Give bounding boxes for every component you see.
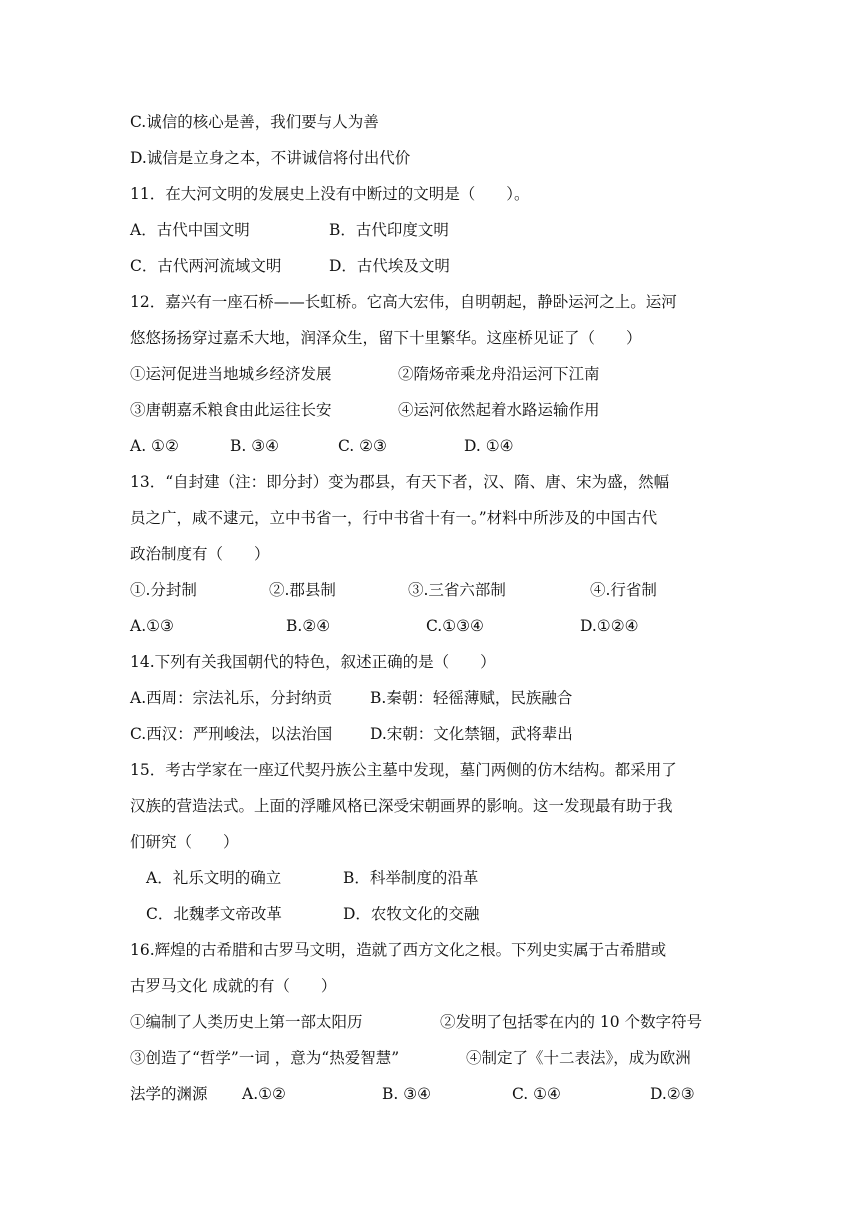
q11-option-a: A．古代中国文明 (130, 221, 250, 239)
q15-option-a: A．礼乐文明的确立 (146, 869, 282, 887)
q16-option-d: D.②③ (650, 1085, 695, 1103)
q12-option-a: A. ①② (130, 437, 179, 455)
q16-options (130, 1084, 740, 1224)
q14-stem: 14.下列有关我国朝代的特色，叙述正确的是（ ） (130, 653, 496, 671)
q14-option-b: B.秦朝：轻徭薄赋，民族融合 (370, 689, 573, 707)
q11-option-b: B．古代印度文明 (329, 221, 449, 239)
q12-stem-line-2: 悠悠扬扬穿过嘉禾大地，润泽众生，留下十里繁华。这座桥见证了（ ） (130, 329, 642, 347)
q12-option-b: B. ③④ (230, 437, 280, 455)
q16-statement-4: ④制定了《十二表法》，成为欧洲 (466, 1049, 691, 1067)
q13-item-2: ②.郡县制 (269, 581, 336, 599)
q16-option-a: A.①② (242, 1085, 286, 1103)
q16-option-c: C. ①④ (512, 1085, 561, 1103)
q15-option-b: B．科举制度的沿革 (343, 869, 479, 887)
q15-option-d: D．农牧文化的交融 (343, 905, 480, 923)
q13-option-b: B.②④ (286, 617, 331, 635)
q14-option-a: A.西周：宗法礼乐，分封纳贡 (130, 689, 333, 707)
q13-option-a: A.①③ (130, 617, 174, 635)
q12-options (130, 436, 740, 556)
q13-stem-line-3: 政治制度有（ ） (130, 545, 270, 563)
q13-option-d: D.①②④ (580, 617, 639, 635)
q12-stem-line-1: 12．嘉兴有一座石桥——长虹桥。它高大宏伟，自明朝起，静卧运河之上。运河 (130, 293, 677, 311)
q13-option-c: C.①③④ (426, 617, 484, 635)
q15-option-c: C．北魏孝文帝改革 (146, 905, 282, 923)
q16-statement-2: ②发明了包括零在内的 10 个数字符号 (440, 1013, 703, 1031)
q12-statement-4: ④运河依然起着水路运输作用 (398, 401, 600, 419)
q14-option-d: D.宋朝：文化禁锢，武将辈出 (370, 725, 573, 743)
q16-stem-line-2: 古罗马文化 成就的有（ ） (130, 977, 337, 995)
q13-item-4: ④.行省制 (590, 581, 657, 599)
q12-option-c: C. ②③ (338, 437, 387, 455)
q15-stem-line-2: 汉族的营造法式。上面的浮雕风格已深受宋朝画界的影响。这一发现最有助于我 (130, 797, 673, 815)
q12-option-d: D. ①④ (464, 437, 514, 455)
q12-statement-3: ③唐朝嘉禾粮食由此运往长安 (130, 401, 332, 419)
q16-stem-line-1: 16.辉煌的古希腊和古罗马文明，造就了西方文化之根。下列史实属于古希腊或 (130, 941, 667, 959)
q10-option-c: C.诚信的核心是善，我们要与人为善 (130, 113, 379, 131)
q11-stem: 11．在大河文明的发展史上没有中断过的文明是（ ）。 (130, 185, 530, 203)
q15-stem-line-3: 们研究（ ） (130, 833, 239, 851)
q16-option-b: B. ③④ (382, 1085, 432, 1103)
q15-stem-line-1: 15．考古学家在一座辽代契丹族公主墓中发现，墓门两侧的仿木结构。都采用了 (130, 761, 677, 779)
q11-option-d: D．古代埃及文明 (329, 257, 450, 275)
q12-statement-1: ①运河促进当地城乡经济发展 (130, 365, 332, 383)
q13-item-1: ①.分封制 (130, 581, 197, 599)
q14-option-c: C.西汉：严刑峻法，以法治国 (130, 725, 333, 743)
q13-stem-line-1: 13．“自封建（注：即分封）变为郡县，有天下者，汉、隋、唐、宋为盛，然幅 (130, 473, 670, 491)
q11-option-c: C．古代两河流域文明 (130, 257, 282, 275)
q16-statement-3: ③创造了“哲学”一词 ，意为“热爱智慧” (130, 1049, 400, 1067)
q10-option-d: D.诚信是立身之本，不讲诚信将付出代价 (130, 149, 411, 167)
q13-stem-line-2: 员之广，咸不逮元，立中书省一，行中书省十有一。”材料中所涉及的中国古代 (130, 509, 658, 527)
q12-statement-2: ②隋炀帝乘龙舟沿运河下江南 (398, 365, 600, 383)
q13-item-3: ③.三省六部制 (408, 581, 506, 599)
q16-statement-1: ①编制了人类历史上第一部太阳历 (130, 1013, 363, 1031)
q16-statement-4-continued: 法学的渊源 (130, 1085, 208, 1103)
